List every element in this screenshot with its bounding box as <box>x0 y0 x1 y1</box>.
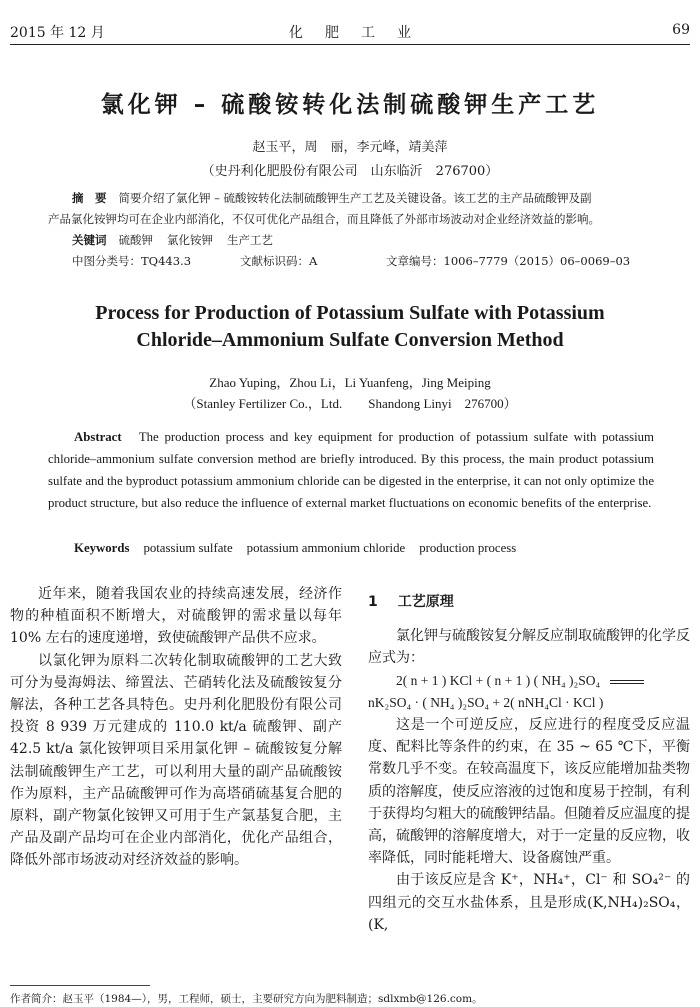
abstract-chinese <box>48 188 654 272</box>
authors-english: Zhao Yuping，Zhou Li，Li Yuanfeng，Jing Meiping <box>209 375 491 390</box>
abstract-en-text: The production process and key equipment for production of potassium sulfate with potassium chloride–ammonium sulfate conversion method are briefly introduced. By this process, the main product potassium sulfate and the byproduct potassium ammonium chloride can be digested in the enterprise, it can not only optimize the product structure, but also reduce the influence of external market fluctuations on economic benefits of the enterprise. <box>48 430 654 510</box>
section-number: 1 <box>368 594 378 610</box>
equilibrium-arrow-icon <box>610 678 644 686</box>
affiliation-english: （Stanley Fertilizer Co.，Ltd. Shandong Linyi 276700） <box>183 396 517 411</box>
title-chinese: 氯化钾 – 硫酸铵转化法制硫酸钾生产工艺 <box>100 92 600 118</box>
classification-row <box>48 251 654 272</box>
keyword-en: potassium sulfate <box>143 541 233 555</box>
header-rule <box>10 44 690 45</box>
paragraph: 氯化钾与硫酸铵复分解反应制取硫酸钾的化学反应式为： <box>368 628 690 667</box>
keywords-english <box>74 541 654 556</box>
abstract-english <box>48 426 654 514</box>
body-left-column <box>10 583 342 872</box>
author-footnote: 作者简介：赵玉平（1984—），男，工程师，硕士，主要研究方向为肥料制造；sdlxmb@126.com。 <box>10 993 483 1005</box>
title-en-line2: Chloride–Ammonium Sulfate Conversion Method <box>136 329 564 351</box>
title-english <box>0 300 700 354</box>
journal-name: 化肥工业 <box>289 25 433 41</box>
abstract-cn-line2: 产品氯化铵钾均可在企业内部消化，不仅可优化产品组合，而且降低了外部市场波动对企业经济效益的影响。 <box>48 212 600 226</box>
abstract-cn-text-1: 简要介绍了氯化钾 – 硫酸铵转化法制硫酸钾生产工艺及关键设备。该工艺的主产品硫酸钾及副 <box>118 191 592 205</box>
abstract-cn-line1 <box>48 188 654 209</box>
paragraph: 这是一个可逆反应，反应进行的程度受反应温度、配料比等条件的约束，在 35 ~ 65 ℃下，平衡常数几乎不变。在较高温度下，该反应能增加盐类物质的溶解度，使反应溶液的过饱和度易于控制，有利于获得均匀粗大的硫酸钾结晶。但随着反应温度的提高，硫酸钾的溶解度增大，对于一定量的反应物，收率降低，同时能耗增大、设备腐蚀严重。 <box>368 717 690 867</box>
authors-chinese: 赵玉平，周 丽，李元峰，靖美萍 <box>252 140 448 155</box>
equation-line1 <box>368 670 690 692</box>
running-header <box>10 22 690 42</box>
equation-reactants: 2( n + 1 ) KCl + ( n + 1 ) ( NH₄ )₂SO₄ <box>396 672 601 688</box>
title-en-line1: Process for Production of Potassium Sulfate with Potassium <box>95 302 605 324</box>
abstract-cn-label: 摘 要 <box>72 191 107 205</box>
keywords-cn-label: 关键词 <box>72 233 107 247</box>
section-title: 工艺原理 <box>397 594 454 610</box>
issue-date: 2015 年 12 月 <box>10 25 105 41</box>
document-code: 文献标识码：A <box>240 254 318 268</box>
keyword-en: potassium ammonium chloride <box>246 541 406 555</box>
clc-number: 中图分类号：TQ443.3 <box>72 254 192 268</box>
equation-products: nK₂SO₄ · ( NH₄ )₂SO₄ + 2( nNH₄Cl · KCl ) <box>368 694 604 710</box>
section-heading <box>368 591 690 613</box>
abstract-en-label: Abstract <box>74 430 122 444</box>
paragraph: 近年来，随着我国农业的持续高速发展，经济作物的种植面积不断增大，对硫酸钾的需求量以每年 10% 左右的速度递增，致使硫酸钾产品供不应求。 <box>10 586 342 647</box>
keyword-en: production process <box>419 541 517 555</box>
body-right-column <box>368 583 690 936</box>
keyword-cn: 生产工艺 <box>227 233 273 247</box>
paragraph: 以氯化钾为原料二次转化制取硫酸钾的工艺大致可分为曼海姆法、缔置法、芒硝转化法及硫酸铵复分解法，各种工艺各具特色。史丹利化肥股份有限公司投资 8 939 万元建成的 110.0 kt/a 硫酸钾、副产 42.5 kt/a 氯化铵钾项目采用氯化钾 – 硫酸铵复分解法制硫酸钾生产工艺，可以利用大量的副产品硫酸铵作为原料，主产品硫酸钾可作为高塔硝硫基复合肥的原料，副产物氯化铵钾又可用于生产氯基复合肥，主产品及副产品均可在企业内部消化，优化产品组合，降低外部市场波动对经济效益的影响。 <box>10 652 342 869</box>
paragraph: 由于该反应是含 K⁺，NH₄⁺，Cl⁻ 和 SO₄²⁻ 的四组元的交互水盐体系，且是形成(K,NH₄)₂SO₄，(K, <box>368 872 690 933</box>
keyword-cn: 氯化铵钾 <box>167 233 213 247</box>
footnote-rule <box>10 985 150 986</box>
page-number: 69 <box>672 22 690 38</box>
keyword-cn: 硫酸钾 <box>118 233 153 247</box>
keywords-cn <box>48 230 654 251</box>
article-number: 文章编号：1006–7779（2015）06–0069–03 <box>386 254 631 268</box>
keywords-en-label: Keywords <box>74 541 130 555</box>
affiliation-chinese: （史丹利化肥股份有限公司 山东临沂 276700） <box>201 164 499 179</box>
